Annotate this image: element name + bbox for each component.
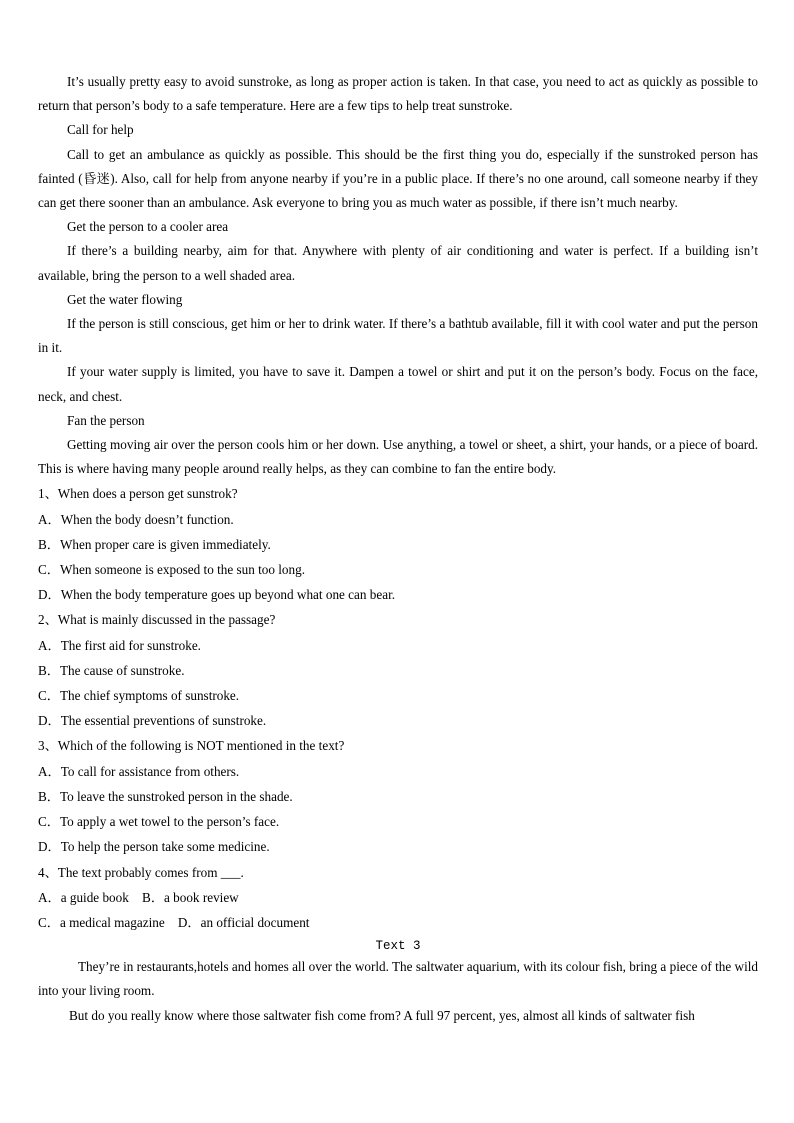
question-block-4 — [38, 860, 758, 936]
text3-paragraph: They’re in restaurants,hotels and homes all over the world. The saltwater aquarium, with its colour fish, bring a piece of the wild into your living room. — [38, 959, 758, 999]
answer-option: C．When someone is exposed to the sun too long. — [38, 562, 306, 578]
answer-option: D．To help the person take some medicine. — [38, 839, 270, 855]
section-paragraph: If your water supply is limited, you have to save it. Dampen a towel or shirt and put it on the person’s body. Focus on the face, neck, and chest. — [38, 364, 758, 404]
answer-option: A．To call for assistance from others. — [38, 763, 240, 779]
answer-option: C．To apply a wet towel to the person’s face. — [38, 814, 280, 830]
answer-option: D．When the body temperature goes up beyond what one can bear. — [38, 587, 396, 603]
question-stem: 1、When does a person get sunstrok? — [38, 486, 238, 502]
question-stem: 3、Which of the following is NOT mentioned in the text? — [38, 738, 345, 754]
question-block-2 — [38, 607, 758, 733]
section-paragraph: Getting moving air over the person cools him or her down. Use anything, a towel or sheet, a shirt, your hands, or a piece of board. This is where having many people around really helps, as they can combine to fan the entire body. — [38, 437, 758, 477]
section-heading-cooler-area: Get the person to a cooler area — [67, 219, 229, 235]
answer-options-line: C．a medical magazine D．an official document — [38, 914, 310, 930]
intro-paragraph: It’s usually pretty easy to avoid sunstroke, as long as proper action is taken. In that case, you need to act as quickly as possible to return that person’s body to a safe temperature. Here are a few tips to help treat sunstroke. — [38, 74, 758, 114]
section-paragraph: If there’s a building nearby, aim for that. Anywhere with plenty of air conditioning and water is perfect. If a building isn’t available, bring the person to a well shaded area. — [38, 243, 758, 283]
question-stem: 2、What is mainly discussed in the passage? — [38, 612, 276, 628]
answer-option: B．To leave the sunstroked person in the shade. — [38, 788, 293, 804]
section-heading-water-flowing: Get the water flowing — [67, 291, 183, 307]
answer-option: D．The essential preventions of sunstroke. — [38, 713, 267, 729]
answer-option: A．The first aid for sunstroke. — [38, 637, 201, 653]
question-stem: 4、The text probably comes from ___. — [38, 864, 244, 880]
document-page — [38, 70, 758, 1028]
answer-option: C．The chief symptoms of sunstroke. — [38, 688, 240, 704]
section-heading-call-for-help: Call for help — [67, 122, 134, 138]
answer-option: A．When the body doesn’t function. — [38, 511, 234, 527]
question-block-3 — [38, 733, 758, 859]
answer-option: B．When proper care is given immediately. — [38, 536, 271, 552]
section-paragraph: Call to get an ambulance as quickly as possible. This should be the first thing you do, especially if the sunstroked person has fainted (昏迷). Also, call for help from anyone nearby if you’re in a public place. If there’s no one around, call someone nearby if they can get there sooner than an ambulance. Ask everyone to bring you as much water as possible, if there isn’t much nearby. — [38, 146, 758, 211]
question-block-1 — [38, 481, 758, 607]
text3-paragraph: But do you really know where those saltwater fish come from? A full 97 percent, yes, almost all kinds of saltwater fish — [69, 1007, 695, 1023]
answer-option: B．The cause of sunstroke. — [38, 662, 185, 678]
section-heading-fan-the-person: Fan the person — [67, 412, 145, 428]
section-paragraph: If the person is still conscious, get him or her to drink water. If there’s a bathtub available, fill it with cool water and put the person in it. — [38, 316, 758, 356]
answer-options-line: A．a guide book B．a book review — [38, 889, 239, 905]
text3-title: Text 3 — [375, 939, 421, 954]
